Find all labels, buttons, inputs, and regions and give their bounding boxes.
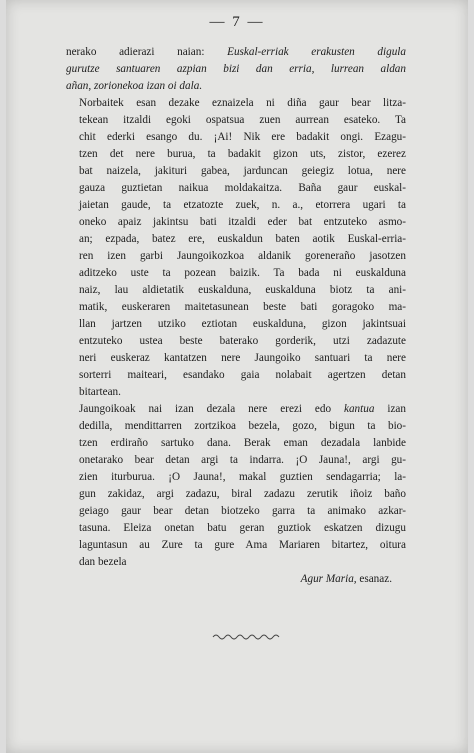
text-line [66,418,406,435]
text-line [66,316,406,333]
body-text [66,44,406,571]
text-line [66,231,406,248]
text-line [66,197,406,214]
text-run: jaietan gaude, ta etzatozte zuek, n. a., etorrera ugari ta [79,199,406,211]
text-run: izan [374,403,406,415]
text-line [66,350,406,367]
text-line [66,537,406,554]
text-line [66,520,406,537]
text-run: dan bezela [79,556,127,568]
text-run: zien iturburua. ¡O Jauna!, makal guztien sendagarria; la- [79,471,406,483]
text-run: ren izen garbi Jaungoikozkoa aldanik goreneraño jasotzen [79,250,406,262]
text-run: tzen det nere burua, ta badakit gizon uts, zistor, ezerez [79,148,406,160]
text-line [66,146,406,163]
italic-run: kantua [343,403,375,415]
text-run: bat naizela, jakituri gabea, jarduncan geiegiz lotua, nere [79,165,406,177]
text-line [66,112,406,129]
italic-run: gurutze santuaren azpian bizi dan erria, lurrean aldan [66,63,406,75]
italic-run: añan, zorionekoa izan oi dala. [66,80,203,92]
text-line [66,129,406,146]
paragraph [66,95,406,401]
text-line [66,163,406,180]
signoff-italic: Agur Maria, [300,573,357,585]
text-line [66,95,406,112]
paragraph [66,44,406,95]
text-line [66,503,406,520]
text-line [66,265,406,282]
text-run: dedilla, mendittarren zortzikoa bezela, gozo, bigun ta bio- [79,420,406,432]
book-page [6,0,468,753]
text-run: onetarako bear detan argi ta indarra. ¡O Jauna!, argi gu- [79,454,406,466]
text-run: Jaungoikoak nai izan dezala nere erezi edo [79,403,344,415]
signoff-rest: esanaz. [356,573,392,585]
text-line [66,452,406,469]
text-run: nerako adierazi naian: [66,46,228,58]
text-run: bitartean. [79,386,121,398]
wavy-ornament [211,632,283,642]
text-run: oneko apaiz jakintsu bati itzaldi eder bat entzuteko asmo- [79,216,406,228]
text-run: geiago gaur bear detan biotzeko garra ta animako azkar- [79,505,406,517]
text-run: gauza guztietan naikua moldakaitza. Baña gaur euskal- [79,182,406,194]
text-run: Norbaitek esan dezake eznaizela ni diña gaur bear litza- [79,97,406,109]
text-run: naiz, lau aldietatik euskalduna, euskalduna biotz ta ani- [79,284,406,296]
text-line [66,78,406,95]
text-line [66,248,406,265]
text-line [66,333,406,350]
text-run: tasuna. Eleiza onetan batu geran guztiok eskatzen dizugu [79,522,406,534]
text-line [66,384,406,401]
text-line [66,180,406,197]
text-line [66,435,406,452]
text-line [66,299,406,316]
text-line [66,367,406,384]
text-line [66,282,406,299]
italic-run: Euskal-erriak erakusten digula [227,46,406,58]
text-run: laguntasun au Zure ta gure Ama Mariaren bitartez, oitura [79,539,406,551]
text-run: an; ezpada, batez ere, euskaldun baten aotik Euskal-erria- [79,233,406,245]
signoff-line [66,573,406,585]
text-line [66,61,406,78]
text-line [66,486,406,503]
text-line [66,44,406,61]
text-run: llan jartzen utziko eztiotan euskalduna, gizon jakintsuai [79,318,406,330]
text-run: aditzeko uste ta pozean baizik. Ta bada ni euskalduna [79,267,406,279]
text-run: neri euskeraz kantatzen nere Jaungoiko santuari ta nere [79,352,406,364]
text-line [66,469,406,486]
page-number: — 7 — [209,14,265,30]
paragraph [66,401,406,571]
text-run: chit ederki esango du. ¡Ai! Nik ere badakit ongi. Ezagu- [79,131,406,143]
text-run: entzuteko ustea beste baterako gorderik, utzi zadazute [79,335,406,347]
text-line [66,214,406,231]
text-run: matik, euskeraren maitetasunean beste bati goragoko ma- [79,301,406,313]
signoff-holder [66,566,406,585]
text-run: tekean itzaldi egoki ospatsua zuen aurrean esateko. Ta [79,114,406,126]
text-run: gun zakidaz, argi zadazu, biral zadazu zerutik iñoiz baño [79,488,406,500]
text-run: tzen erdiraño sartuko dana. Berak eman dezadala lanbide [79,437,406,449]
text-line [66,401,406,418]
text-run: sorterri maiteari, esandako gaia nolabait agertzen detan [79,369,406,381]
